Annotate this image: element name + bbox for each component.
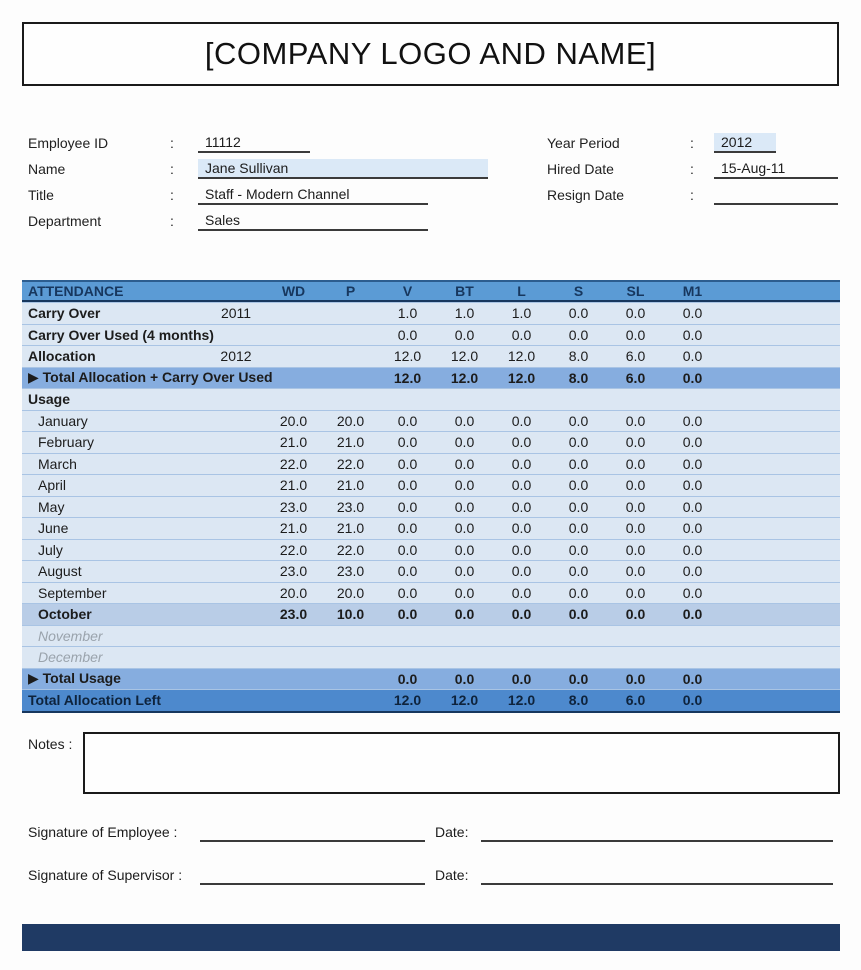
cell-january-sl[interactable]: 0.0 [625, 412, 646, 429]
cell-total-allocation-left-v: 12.0 [393, 692, 422, 709]
cell-carry-over-used-4-months-sl[interactable]: 0.0 [625, 326, 646, 343]
cell-allocation-sl[interactable]: 6.0 [625, 348, 646, 365]
cell-august-p[interactable]: 23.0 [336, 563, 365, 580]
signature-supervisor-label: Signature of Supervisor : [28, 867, 183, 883]
footer-accent-bar [22, 924, 840, 951]
cell-may-l[interactable]: 0.0 [511, 498, 532, 515]
info-colon: : [690, 135, 694, 151]
cell-march-m1[interactable]: 0.0 [682, 455, 703, 472]
cell-carry-over-m1[interactable]: 0.0 [682, 305, 703, 322]
cell-january-wd[interactable]: 20.0 [279, 412, 308, 429]
info-label-hired-date: Hired Date [547, 161, 614, 177]
cell-july-m1[interactable]: 0.0 [682, 541, 703, 558]
cell-june-p[interactable]: 21.0 [336, 520, 365, 537]
info-value-hired-date[interactable]: 15-Aug-11 [714, 159, 838, 179]
cell-april-wd[interactable]: 21.0 [279, 477, 308, 494]
cell-february-m1[interactable]: 0.0 [682, 434, 703, 451]
info-colon: : [170, 135, 174, 151]
cell-carry-over-l[interactable]: 1.0 [511, 305, 532, 322]
cell-july-s[interactable]: 0.0 [568, 541, 589, 558]
date-supervisor-label: Date: [435, 867, 469, 883]
cell-total-allocation-carry-over-used-s: 8.0 [568, 369, 589, 386]
cell-september-m1[interactable]: 0.0 [682, 584, 703, 601]
cell-total-allocation-left-m1: 0.0 [682, 692, 703, 709]
table-row-february [22, 431, 840, 453]
info-label-employee-id: Employee ID [28, 135, 109, 151]
column-header-bt: BT [455, 283, 474, 299]
info-label-department: Department [28, 213, 102, 229]
table-row-january [22, 410, 840, 432]
row-label-february: February [38, 434, 95, 451]
cell-august-v[interactable]: 0.0 [397, 563, 418, 580]
employee-info-left [28, 130, 498, 234]
table-row-march [22, 453, 840, 475]
cell-march-bt[interactable]: 0.0 [454, 455, 475, 472]
cell-october-m1[interactable]: 0.0 [682, 606, 703, 623]
info-colon: : [170, 187, 174, 203]
cell-february-s[interactable]: 0.0 [568, 434, 589, 451]
cell-february-v[interactable]: 0.0 [397, 434, 418, 451]
info-colon: : [170, 213, 174, 229]
column-header-sl: SL [626, 283, 645, 299]
column-header-m1: M1 [682, 283, 703, 299]
cell-october-p[interactable]: 10.0 [336, 606, 365, 623]
cell-february-l[interactable]: 0.0 [511, 434, 532, 451]
info-row-hired-date [547, 156, 847, 182]
cell-july-l[interactable]: 0.0 [511, 541, 532, 558]
row-label-december: December [38, 649, 103, 666]
table-row-october [22, 603, 840, 625]
row-label-total-allocation-left: Total Allocation Left [28, 692, 161, 709]
column-header-wd: WD [281, 283, 306, 299]
row-label-total-usage: ▶ Total Usage [28, 670, 121, 687]
info-value-name[interactable]: Jane Sullivan [198, 159, 488, 179]
cell-august-bt[interactable]: 0.0 [454, 563, 475, 580]
cell-carry-over-used-4-months-v[interactable]: 0.0 [397, 326, 418, 343]
company-header-box [22, 22, 839, 86]
column-header-s: S [573, 283, 584, 299]
cell-total-allocation-left-bt: 12.0 [450, 692, 479, 709]
date-employee-label: Date: [435, 824, 469, 840]
info-value-title[interactable]: Staff - Modern Channel [198, 185, 428, 205]
cell-total-usage-m1: 0.0 [682, 670, 703, 687]
cell-total-allocation-carry-over-used-l: 12.0 [507, 369, 536, 386]
cell-september-wd[interactable]: 20.0 [279, 584, 308, 601]
notes-label: Notes : [28, 736, 73, 752]
cell-carry-over-used-4-months-s[interactable]: 0.0 [568, 326, 589, 343]
info-value-year-period[interactable]: 2012 [714, 133, 776, 153]
cell-march-p[interactable]: 22.0 [336, 455, 365, 472]
cell-allocation-s[interactable]: 8.0 [568, 348, 589, 365]
cell-total-usage-v: 0.0 [397, 670, 418, 687]
row-label-january: January [38, 412, 88, 429]
table-row-total-allocation-carry-over-used [22, 367, 840, 389]
row-label-usage: Usage [28, 391, 71, 408]
cell-total-allocation-carry-over-used-bt: 12.0 [450, 369, 479, 386]
cell-august-s[interactable]: 0.0 [568, 563, 589, 580]
cell-total-allocation-left-s: 8.0 [568, 692, 589, 709]
company-title: [COMPANY LOGO AND NAME] [204, 36, 657, 71]
cell-allocation-l[interactable]: 12.0 [507, 348, 536, 365]
signature-employee-label: Signature of Employee : [28, 824, 178, 840]
cell-total-allocation-carry-over-used-sl: 6.0 [625, 369, 646, 386]
cell-april-bt[interactable]: 0.0 [454, 477, 475, 494]
cell-february-p[interactable]: 21.0 [336, 434, 365, 451]
cell-march-wd[interactable]: 22.0 [279, 455, 308, 472]
cell-june-wd[interactable]: 21.0 [279, 520, 308, 537]
cell-april-s[interactable]: 0.0 [568, 477, 589, 494]
cell-march-l[interactable]: 0.0 [511, 455, 532, 472]
row-label-march: March [38, 455, 77, 472]
table-row-usage [22, 388, 840, 410]
cell-april-l[interactable]: 0.0 [511, 477, 532, 494]
table-row-december [22, 646, 840, 668]
row-label-may: May [38, 498, 65, 515]
cell-carry-over-used-4-months-m1[interactable]: 0.0 [682, 326, 703, 343]
cell-may-sl[interactable]: 0.0 [625, 498, 646, 515]
cell-january-v[interactable]: 0.0 [397, 412, 418, 429]
info-colon: : [690, 161, 694, 177]
info-colon: : [170, 161, 174, 177]
cell-carry-over-year: 2011 [220, 305, 252, 322]
cell-total-usage-bt: 0.0 [454, 670, 475, 687]
cell-august-sl[interactable]: 0.0 [625, 563, 646, 580]
cell-allocation-year: 2012 [220, 348, 252, 365]
signature-employee-line[interactable] [200, 822, 425, 842]
row-label-april: April [38, 477, 67, 494]
info-value-department[interactable]: Sales [198, 211, 428, 231]
info-row-name [28, 156, 498, 182]
cell-october-wd[interactable]: 23.0 [279, 606, 308, 623]
cell-allocation-bt[interactable]: 12.0 [450, 348, 479, 365]
cell-june-sl[interactable]: 0.0 [625, 520, 646, 537]
table-row-april [22, 474, 840, 496]
info-value-resign-date[interactable] [714, 185, 838, 205]
info-value-employee-id[interactable]: 11112 [198, 133, 310, 153]
row-label-carry-over-used-4-months: Carry Over Used (4 months) [28, 326, 214, 343]
row-label-june: June [38, 520, 69, 537]
cell-allocation-m1[interactable]: 0.0 [682, 348, 703, 365]
cell-may-v[interactable]: 0.0 [397, 498, 418, 515]
notes-input[interactable] [83, 732, 840, 794]
cell-september-sl[interactable]: 0.0 [625, 584, 646, 601]
cell-june-v[interactable]: 0.0 [397, 520, 418, 537]
cell-carry-over-used-4-months-l[interactable]: 0.0 [511, 326, 532, 343]
cell-total-usage-l: 0.0 [511, 670, 532, 687]
cell-february-bt[interactable]: 0.0 [454, 434, 475, 451]
cell-april-p[interactable]: 21.0 [336, 477, 365, 494]
cell-september-l[interactable]: 0.0 [511, 584, 532, 601]
info-label-title: Title [28, 187, 54, 203]
cell-january-p[interactable]: 20.0 [336, 412, 365, 429]
cell-september-p[interactable]: 20.0 [336, 584, 365, 601]
info-row-employee-id [28, 130, 498, 156]
cell-september-bt[interactable]: 0.0 [454, 584, 475, 601]
cell-april-sl[interactable]: 0.0 [625, 477, 646, 494]
cell-carry-over-v[interactable]: 1.0 [397, 305, 418, 322]
cell-total-allocation-left-sl: 6.0 [625, 692, 646, 709]
column-header-p: P [345, 283, 356, 299]
cell-january-l[interactable]: 0.0 [511, 412, 532, 429]
column-header-l: L [517, 283, 526, 299]
table-row-carry-over [22, 302, 840, 324]
info-row-title [28, 182, 498, 208]
date-supervisor-line[interactable] [481, 865, 833, 885]
table-row-august [22, 560, 840, 582]
cell-july-bt[interactable]: 0.0 [454, 541, 475, 558]
employee-info-right [547, 130, 847, 208]
signature-supervisor-line[interactable] [200, 865, 425, 885]
signature-row-employee [28, 820, 840, 842]
cell-july-sl[interactable]: 0.0 [625, 541, 646, 558]
cell-october-bt[interactable]: 0.0 [454, 606, 475, 623]
row-label-august: August [38, 563, 82, 580]
row-label-july: July [38, 541, 63, 558]
row-label-november: November [38, 627, 103, 644]
table-row-july [22, 539, 840, 561]
row-label-carry-over: Carry Over [28, 305, 101, 322]
cell-september-s[interactable]: 0.0 [568, 584, 589, 601]
cell-june-s[interactable]: 0.0 [568, 520, 589, 537]
cell-january-bt[interactable]: 0.0 [454, 412, 475, 429]
cell-carry-over-sl[interactable]: 0.0 [625, 305, 646, 322]
cell-total-usage-s: 0.0 [568, 670, 589, 687]
cell-carry-over-s[interactable]: 0.0 [568, 305, 589, 322]
attendance-table [22, 280, 840, 713]
cell-total-allocation-left-l: 12.0 [507, 692, 536, 709]
table-row-carry-over-used-4-months [22, 324, 840, 346]
table-row-total-allocation-left [22, 689, 840, 711]
cell-april-m1[interactable]: 0.0 [682, 477, 703, 494]
row-label-september: September [38, 584, 107, 601]
table-row-june [22, 517, 840, 539]
cell-january-s[interactable]: 0.0 [568, 412, 589, 429]
signature-row-supervisor [28, 863, 840, 885]
cell-october-l[interactable]: 0.0 [511, 606, 532, 623]
cell-may-p[interactable]: 23.0 [336, 498, 365, 515]
cell-january-m1[interactable]: 0.0 [682, 412, 703, 429]
cell-carry-over-bt[interactable]: 1.0 [454, 305, 475, 322]
table-row-may [22, 496, 840, 518]
cell-may-wd[interactable]: 23.0 [279, 498, 308, 515]
info-label-resign-date: Resign Date [547, 187, 625, 203]
cell-march-v[interactable]: 0.0 [397, 455, 418, 472]
row-label-total-allocation-carry-over-used: ▶ Total Allocation + Carry Over Used [28, 369, 273, 386]
cell-july-v[interactable]: 0.0 [397, 541, 418, 558]
cell-august-l[interactable]: 0.0 [511, 563, 532, 580]
info-row-resign-date [547, 182, 847, 208]
cell-may-bt[interactable]: 0.0 [454, 498, 475, 515]
cell-october-v[interactable]: 0.0 [397, 606, 418, 623]
cell-april-v[interactable]: 0.0 [397, 477, 418, 494]
row-label-allocation: Allocation [28, 348, 96, 365]
info-row-department [28, 208, 498, 234]
cell-june-m1[interactable]: 0.0 [682, 520, 703, 537]
table-row-total-usage [22, 668, 840, 690]
cell-october-s[interactable]: 0.0 [568, 606, 589, 623]
cell-october-sl[interactable]: 0.0 [625, 606, 646, 623]
cell-july-wd[interactable]: 22.0 [279, 541, 308, 558]
cell-total-usage-sl: 0.0 [625, 670, 646, 687]
cell-february-sl[interactable]: 0.0 [625, 434, 646, 451]
cell-june-bt[interactable]: 0.0 [454, 520, 475, 537]
cell-may-m1[interactable]: 0.0 [682, 498, 703, 515]
cell-september-v[interactable]: 0.0 [397, 584, 418, 601]
cell-total-allocation-carry-over-used-m1: 0.0 [682, 369, 703, 386]
cell-august-m1[interactable]: 0.0 [682, 563, 703, 580]
info-row-year-period [547, 130, 847, 156]
info-label-year-period: Year Period [547, 135, 620, 151]
table-row-november [22, 625, 840, 647]
cell-july-p[interactable]: 22.0 [336, 541, 365, 558]
cell-august-wd[interactable]: 23.0 [279, 563, 308, 580]
cell-may-s[interactable]: 0.0 [568, 498, 589, 515]
cell-june-l[interactable]: 0.0 [511, 520, 532, 537]
attendance-header-row [22, 280, 840, 302]
cell-march-sl[interactable]: 0.0 [625, 455, 646, 472]
info-label-name: Name [28, 161, 66, 177]
table-row-september [22, 582, 840, 604]
cell-carry-over-used-4-months-bt[interactable]: 0.0 [454, 326, 475, 343]
info-colon: : [690, 187, 694, 203]
cell-february-wd[interactable]: 21.0 [279, 434, 308, 451]
table-row-allocation [22, 345, 840, 367]
row-label-october: October [38, 606, 92, 623]
column-header-v: V [402, 283, 413, 299]
date-employee-line[interactable] [481, 822, 833, 842]
cell-march-s[interactable]: 0.0 [568, 455, 589, 472]
cell-total-allocation-carry-over-used-v: 12.0 [393, 369, 422, 386]
cell-allocation-v[interactable]: 12.0 [393, 348, 422, 365]
attendance-title: ATTENDANCE [28, 283, 124, 299]
